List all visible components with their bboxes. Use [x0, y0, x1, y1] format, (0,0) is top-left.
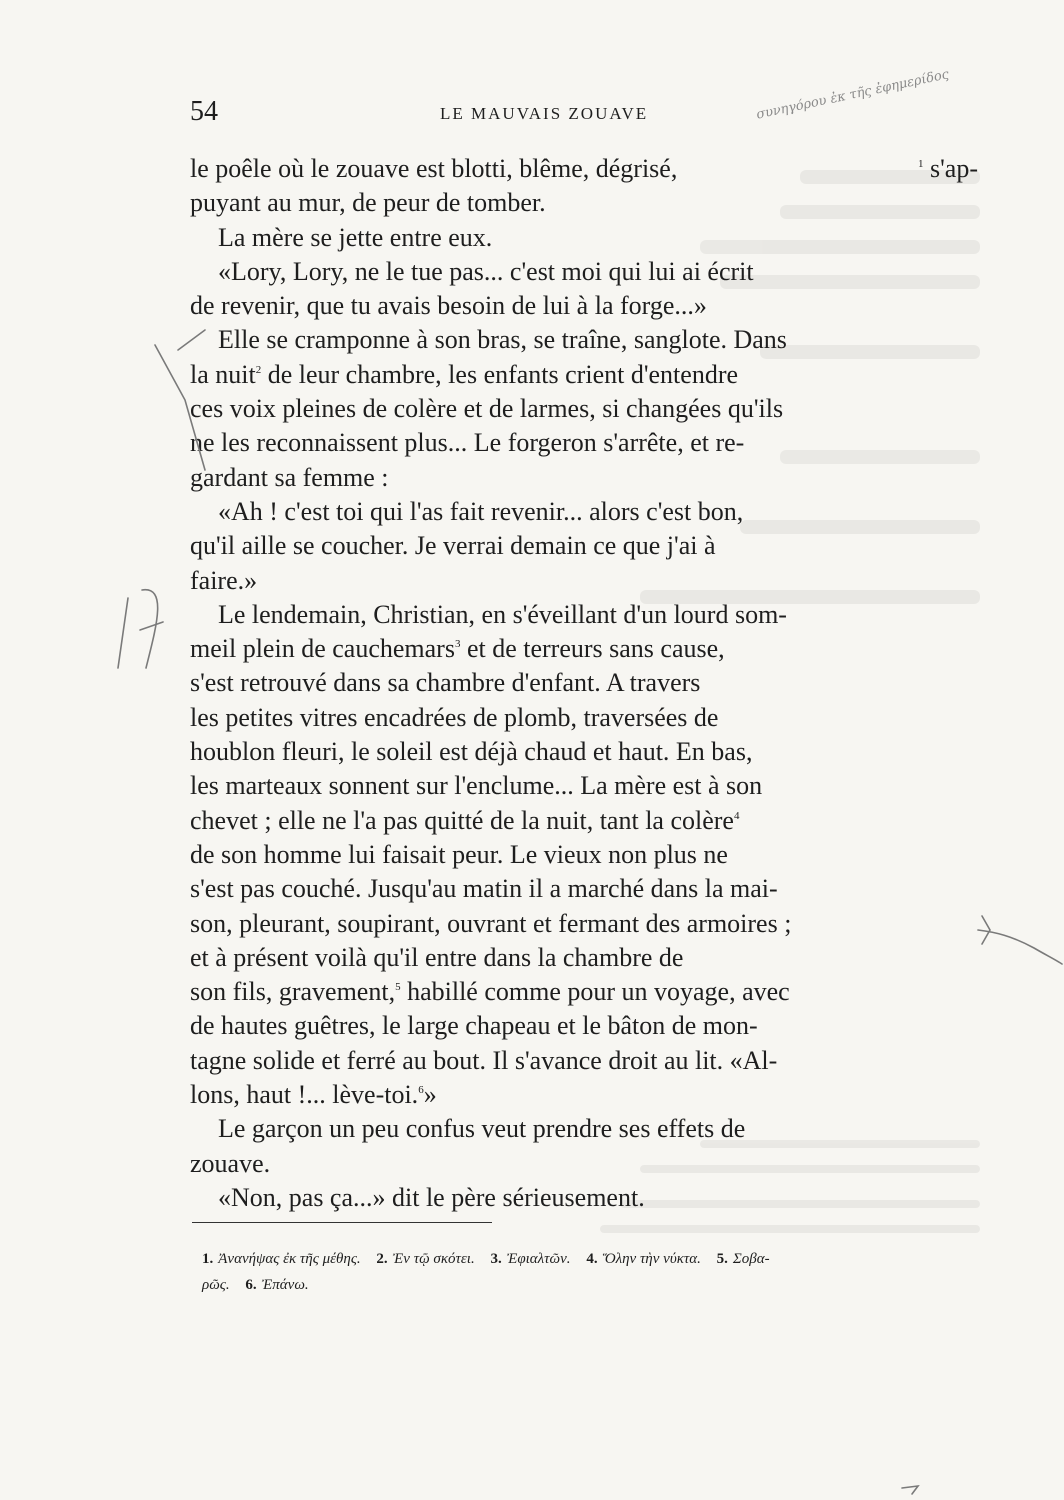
text-line: ces voix pleines de colère et de larmes, si changées qu'ils: [190, 394, 784, 424]
footnote-text: Ἐν τῷ σκότει.: [392, 1251, 475, 1267]
main-text: [190, 152, 978, 1215]
text-line: meil plein de cauchemars$^3$ et de terreurs sans cause,: [190, 634, 725, 664]
handwritten-margin-note: συνηγόρου ἐκ τῆς ἐφημερίδος: [755, 67, 951, 123]
text-line: qu'il aille se coucher. Je verrai demain ce que j'ai à: [190, 531, 716, 561]
text-line: son, pleurant, soupirant, ouvrant et fermant des armoires ;: [190, 908, 792, 938]
text-line: La mère se jette entre eux.: [218, 222, 493, 252]
footnote-divider: [192, 1222, 492, 1223]
text-line: chevet ; elle ne l'a pas quitté de la nuit, tant la colère$^4$: [190, 805, 740, 835]
text-line: le poêle où le zouave est blotti, blême, dégrisé, $^1$ s'ap-: [190, 154, 978, 183]
footnote-ref: 5: [395, 981, 401, 994]
text-line: son fils, gravement,$^5$ habillé comme pour un voyage, avec: [190, 977, 790, 1007]
text-line: Elle se cramponne à son bras, se traîne, sanglote. Dans: [218, 325, 787, 355]
text-line: puyant au mur, de peur de tomber.: [190, 188, 546, 218]
text-line: les petites vitres encadrées de plomb, traversées de: [190, 702, 719, 732]
footnotes: [202, 1246, 972, 1298]
footnote-ref: 4: [733, 809, 740, 822]
text-line: s'est retrouvé dans sa chambre d'enfant. A travers: [190, 668, 701, 698]
footnote-text: Ἀνανήψας ἐκ τῆς μέθης.: [218, 1251, 361, 1267]
footnote-number: 4.: [586, 1251, 598, 1267]
text-line: de hautes guêtres, le large chapeau et le bâton de mon-: [190, 1011, 758, 1041]
text-line: de son homme lui faisait peur. Le vieux non plus ne: [190, 839, 728, 869]
margin-tick-mark: [982, 916, 990, 944]
margin-line-mark: [978, 930, 1062, 964]
margin-number-stroke: [142, 590, 158, 668]
footnote-text: ρῶς.: [202, 1277, 230, 1293]
footnote-ref: 2: [255, 363, 262, 376]
text-line: lons, haut !... lève-toi.$^6$»: [190, 1080, 437, 1110]
text-line: zouave.: [190, 1148, 271, 1178]
text-line: «Lory, Lory, ne le tue pas... c'est moi qui lui ai écrit: [218, 256, 754, 286]
text-line: les marteaux sonnent sur l'enclume... La mère est à son: [190, 771, 763, 801]
running-title: LE MAUVAIS ZOUAVE: [440, 104, 649, 123]
text-line: et à présent voilà qu'il entre dans la chambre de: [190, 942, 684, 972]
text-line: tagne solide et ferré au bout. Il s'avance droit au lit. «Al-: [190, 1045, 778, 1075]
text-line: la nuit$^2$ de leur chambre, les enfants crient d'entendre: [190, 359, 739, 389]
footnote-ref: 6: [418, 1084, 424, 1097]
footnote-number: 2.: [376, 1251, 388, 1267]
text-line: Le lendemain, Christian, en s'éveillant d'un lourd som-: [218, 599, 787, 629]
text-line: faire.»: [190, 565, 258, 595]
footnote-number: 6.: [245, 1277, 257, 1293]
footnote-text: Ἐπάνω.: [261, 1277, 309, 1293]
text-line: de revenir, que tu avais besoin de lui à la forge...»: [190, 291, 707, 321]
footnote-line: [202, 1272, 972, 1298]
text-line: houblon fleuri, le soleil est déjà chaud et haut. En bas,: [190, 737, 753, 767]
page-number: 54: [190, 96, 218, 127]
footnote-text: Σοβα-: [732, 1251, 770, 1267]
corner-smudge-mark: [902, 1486, 918, 1494]
page-header: [190, 96, 980, 136]
footnote-text: Ὅλην τὴν νύκτα.: [602, 1251, 701, 1267]
footnote-ref: 1: [917, 158, 924, 170]
margin-number-stroke: [140, 622, 163, 630]
text-line: s'est pas couché. Jusqu'au matin il a marché dans la mai-: [190, 874, 778, 904]
footnote-text: Ἐφιαλτῶν.: [506, 1251, 571, 1267]
footnote-ref: 3: [454, 638, 461, 651]
footnote-number: 1.: [202, 1251, 214, 1267]
footnote-number: 5.: [716, 1251, 728, 1267]
margin-number-stroke: [118, 598, 128, 668]
text-line: «Non, pas ça...» dit le père sérieusement.: [218, 1182, 645, 1212]
text-line: «Ah ! c'est toi qui l'as fait revenir... alors c'est bon,: [218, 496, 744, 526]
text-line: gardant sa femme :: [190, 462, 389, 492]
text-line: Le garçon un peu confus veut prendre ses effets de: [218, 1114, 746, 1144]
footnote-line: [202, 1246, 972, 1272]
text-line: ne les reconnaissent plus... Le forgeron s'arrête, et re-: [190, 428, 745, 458]
footnote-number: 3.: [490, 1251, 502, 1267]
